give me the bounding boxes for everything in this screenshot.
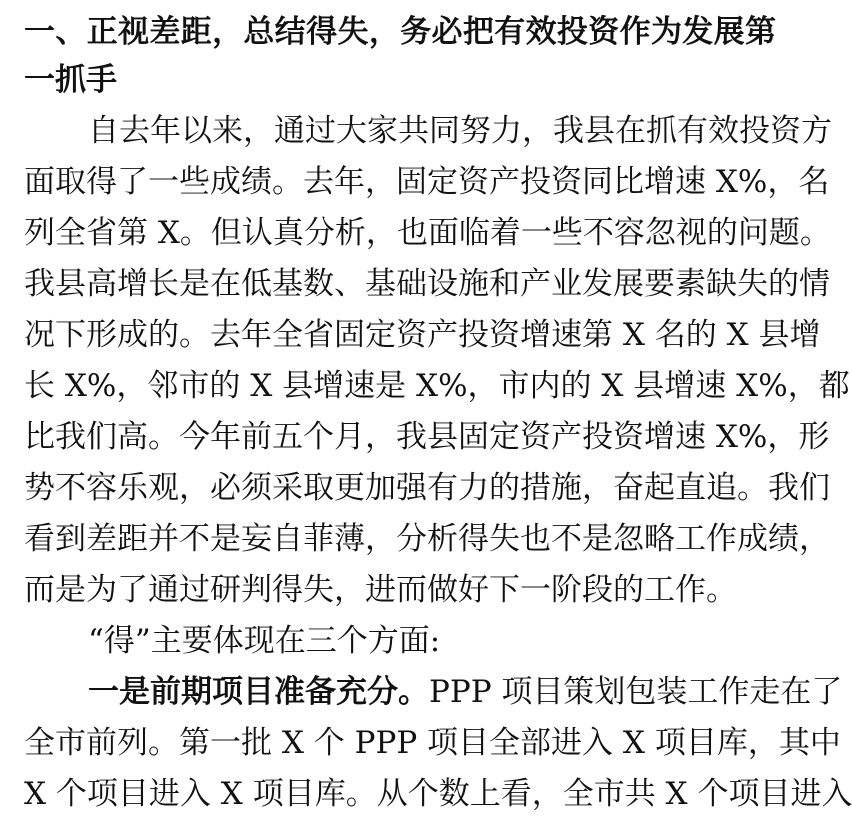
paragraph-3-line-1-rest: PPP 项目策划包装工作走在了: [429, 674, 843, 710]
paragraph-1-line-2: 面取得了一些成绩。去年，固定资产投资同比增速 X%，名: [24, 164, 830, 200]
paragraph-1-line-10: 而是为了通过研判得失，进而做好下一阶段的工作。: [24, 572, 737, 608]
section-heading-line-1: 一、正视差距，总结得失，务必把有效投资作为发展第: [24, 14, 776, 50]
paragraph-2: “得”主要体现在三个方面:: [88, 623, 441, 659]
section-heading-line-2: 一抓手: [24, 62, 117, 98]
paragraph-1-line-6: 长 X%，邻市的 X 县增速是 X%，市内的 X 县增速 X%，都: [24, 368, 850, 404]
paragraph-3-line-2: 全市前列。第一批 X 个 PPP 项目全部进入 X 项目库，其中: [24, 725, 841, 761]
paragraph-1-line-9: 看到差距并不是妄自菲薄，分析得失也不是忽略工作成绩，: [24, 521, 830, 557]
paragraph-1-line-1: 自去年以来，通过大家共同努力，我县在抓有效投资方: [88, 113, 832, 149]
paragraph-1-line-7: 比我们高。今年前五个月，我县固定资产投资增速 X%，形: [24, 419, 830, 455]
paragraph-1-line-8: 势不容乐观，必须采取更加强有力的措施，奋起直追。我们: [24, 470, 830, 506]
paragraph-3-line-3: X 个项目进入 X 项目库。从个数上看，全市共 X 个项目进入: [24, 776, 852, 812]
paragraph-3-line-1: [88, 668, 843, 716]
paragraph-1-line-4: 我县高增长是在低基数、基础设施和产业发展要素缺失的情: [24, 266, 830, 302]
paragraph-3-lead: 一是前期项目准备充分。: [88, 674, 429, 710]
paragraph-1-line-3: 列全省第 X。但认真分析，也面临着一些不容忽视的问题。: [24, 215, 831, 251]
paragraph-1-line-5: 况下形成的。去年全省固定资产投资增速第 X 名的 X 县增: [24, 317, 821, 353]
